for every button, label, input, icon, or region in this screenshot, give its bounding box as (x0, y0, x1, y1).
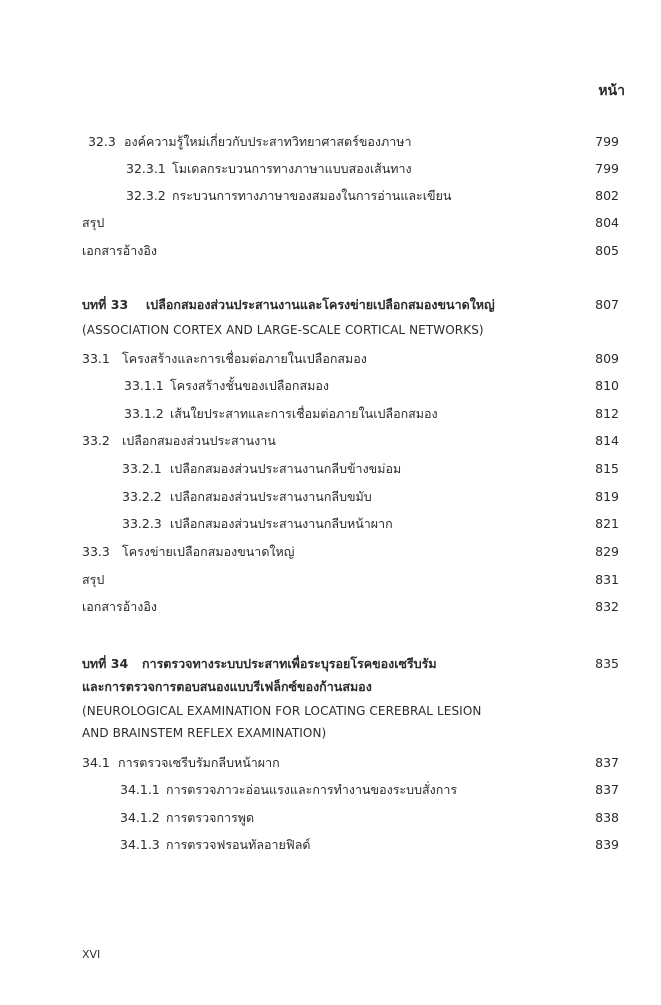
toc-entry-title: โครงข่ายเปลือกสมองขนาดใหญ่ (122, 544, 295, 559)
toc-entry-page: 802 (595, 188, 619, 203)
toc-entry-title: เอกสารอ้างอิง (82, 243, 157, 258)
toc-entry-title: โครงสร้างชั้นของเปลือกสมอง (170, 378, 329, 393)
toc-entry-title: สรุป (82, 572, 105, 587)
toc-entry-page: 810 (595, 378, 619, 393)
toc-entry-title: เปลือกสมองส่วนประสานงานกลีบข้างขม่อม (170, 461, 402, 476)
toc-entry-title: เปลือกสมองส่วนประสานงานกลีบหน้าผาก (170, 516, 393, 531)
toc-entry-title: (NEUROLOGICAL EXAMINATION FOR LOCATING CEREBRAL LESION (82, 704, 482, 718)
toc-entry-title: เปลือกสมองส่วนประสานงาน (122, 433, 276, 448)
toc-entry-number: 34.1 (82, 755, 110, 770)
toc-chapter-title: เปลือกสมองส่วนประสานงานและโครงข่ายเปลือกสมองขนาดใหญ่ (146, 297, 495, 312)
toc-entry-page: 809 (595, 351, 619, 366)
toc-entry-title: องค์ความรู้ใหม่เกี่ยวกับประสาทวิทยาศาสตร์ของภาษา (124, 134, 412, 149)
toc-chapter-title: การตรวจทางระบบประสาทเพื่อระบุรอยโรคของเซรีบรัม (142, 656, 437, 671)
toc-entry-number: 33.1.1 (124, 378, 164, 393)
toc-entry-title: การตรวจภาวะอ่อนแรงและการทำงานของระบบสั่งการ (166, 782, 458, 797)
toc-entry-title: กระบวนการทางภาษาของสมองในการอ่านและเขียน (172, 188, 452, 203)
toc-entry-title: การตรวจฟรอนทัลอายฟิลด์ (166, 837, 311, 852)
toc-entry-title: (ASSOCIATION CORTEX AND LARGE-SCALE CORTICAL NETWORKS) (82, 323, 484, 337)
toc-entry-page: 805 (595, 243, 619, 258)
toc-entry-number: 33.2 (82, 433, 110, 448)
toc-entry-number: 33.2.2 (122, 489, 162, 504)
toc-entry-number: 32.3.1 (126, 161, 166, 176)
toc-entry-page: 812 (595, 406, 619, 421)
toc-entry-title: โมเดลกระบวนการทางภาษาแบบสองเส้นทาง (172, 161, 412, 176)
toc-entry-page: 838 (595, 810, 619, 825)
toc-entry-number: 32.3.2 (126, 188, 166, 203)
toc-entry-page: 837 (595, 782, 619, 797)
toc-entry-number: 33.1 (82, 351, 110, 366)
toc-entry-number: 33.2.3 (122, 516, 162, 531)
toc-entry-page: 821 (595, 516, 619, 531)
toc-entry-number: 34.1.3 (120, 837, 160, 852)
toc-entry-title: โครงสร้างและการเชื่อมต่อภายในเปลือกสมอง (122, 351, 367, 366)
toc-entry-title: AND BRAINSTEM REFLEX EXAMINATION) (82, 726, 327, 740)
toc-entry-title: เอกสารอ้างอิง (82, 599, 157, 614)
toc-entry-number: 33.2.1 (122, 461, 162, 476)
toc-entry-page: 835 (595, 656, 619, 671)
toc-entry-number: 34.1.1 (120, 782, 160, 797)
toc-entry-page: 819 (595, 489, 619, 504)
toc-entry-page: 814 (595, 433, 619, 448)
toc-entry-title: การตรวจเซรีบรัมกลีบหน้าผาก (118, 755, 280, 770)
toc-entry-title: เส้นใยประสาทและการเชื่อมต่อภายในเปลือกสมอง (170, 406, 438, 421)
toc-entry-number: 34.1.2 (120, 810, 160, 825)
page-column-label: หน้า (598, 83, 625, 99)
toc-entry-page: 831 (595, 572, 619, 587)
toc-entry-number: 33.3 (82, 544, 110, 559)
toc-entry-page: 829 (595, 544, 619, 559)
toc-entry-page: 832 (595, 599, 619, 614)
toc-entry-page: 815 (595, 461, 619, 476)
toc-entry-number: 33.1.2 (124, 406, 164, 421)
toc-chapter-title: และการตรวจการตอบสนองแบบรีเฟล็กซ์ของก้านสมอง (82, 679, 372, 694)
toc-entry-title: เปลือกสมองส่วนประสานงานกลีบขมับ (170, 489, 372, 504)
toc-entry-page: 807 (595, 297, 619, 312)
toc-entry-page: 839 (595, 837, 619, 852)
toc-entry-page: 799 (595, 161, 619, 176)
toc-entry-title: สรุป (82, 215, 105, 230)
toc-entry-number: 32.3 (88, 134, 116, 149)
page-folio: XVI (82, 948, 101, 961)
toc-entry-page: 799 (595, 134, 619, 149)
toc-entry-page: 804 (595, 215, 619, 230)
toc-chapter-number: บทที่ 34 (82, 656, 129, 671)
toc-chapter-number: บทที่ 33 (82, 297, 129, 312)
toc-entry-title: การตรวจการพูด (166, 810, 255, 825)
toc-entry-page: 837 (595, 755, 619, 770)
